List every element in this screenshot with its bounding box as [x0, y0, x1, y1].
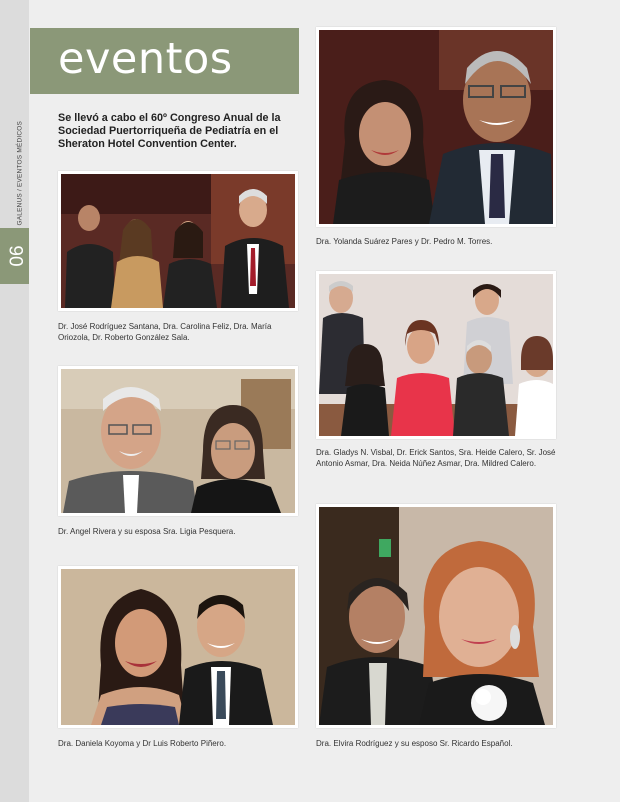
photo-caption: Dr. José Rodríguez Santana, Dra. Carolina Feliz, Dra. María Oriozola, Dr. Roberto González Sala.: [58, 322, 272, 342]
photo-couple-rivera: [58, 366, 298, 516]
photo-group-four: [58, 171, 298, 311]
photo-couple-suarez: [316, 27, 556, 227]
photo-image: [61, 174, 295, 308]
page-title: eventos: [58, 34, 233, 84]
photo-caption: Dra. Yolanda Suárez Pares y Dr. Pedro M. Torres.: [316, 237, 493, 246]
intro-text: Se llevó a cabo el 60º Congreso Anual de la Sociedad Puertorriqueña de Pediatría en el Sheraton Hotel Convention Center.: [58, 112, 281, 150]
photo-image: [61, 369, 295, 513]
photo-image: [319, 30, 553, 224]
photo-caption: Dr. Angel Rivera y su esposa Sra. Ligia Pesquera.: [58, 527, 236, 536]
photo-couple-rodriguez: [316, 504, 556, 728]
section-label-vertical: [14, 120, 24, 228]
photo-image: [319, 507, 553, 725]
page-number: 90: [4, 245, 26, 267]
photo-couple-koyoma: [58, 566, 298, 728]
photo-caption: Dra. Gladys N. Visbal, Dr. Erick Santos, Sra. Heide Calero, Sr. José Antonio Asmar, Dra. Neida Núñez Asmar, Dra. Mildred Calero.: [316, 448, 556, 468]
photo-caption: Dra. Daniela Koyoma y Dr Luis Roberto Piñero.: [58, 739, 227, 748]
page-number-box: [0, 228, 29, 284]
side-strip: [0, 0, 29, 802]
photo-group-six: [316, 271, 556, 439]
photo-image: [61, 569, 295, 725]
section-label: GALENUS / EVENTOS MÉDICOS: [16, 120, 24, 226]
photo-caption: Dra. Elvira Rodríguez y su esposo Sr. Ricardo Español.: [316, 739, 513, 748]
photo-image: [319, 274, 553, 436]
header-bar: [30, 28, 299, 94]
